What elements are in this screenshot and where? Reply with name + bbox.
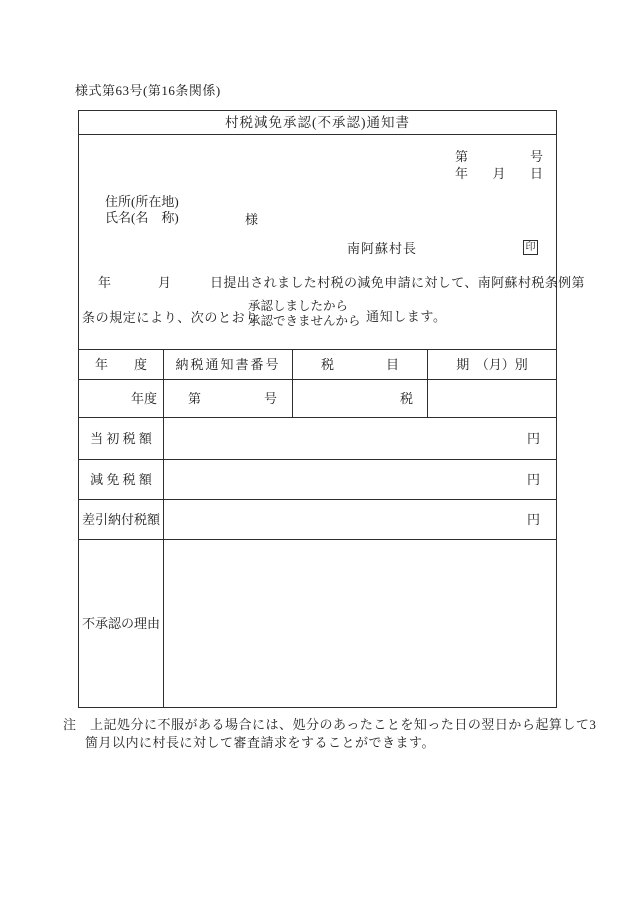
doc-no-prefix: 第: [455, 149, 469, 164]
document-number-line: [455, 150, 543, 163]
rejection-reason-row: [79, 540, 556, 707]
form-number: 様式第63号(第16条関係): [75, 83, 221, 98]
grid-header-row: [79, 350, 556, 380]
data-fiscal-year-cell: 年度: [79, 380, 164, 417]
body-paragraph-line1: [98, 275, 585, 290]
grid-data-row: [79, 380, 556, 418]
reduced-tax-amount-label: 減 免 税 額: [79, 460, 164, 499]
net-payable-amount-row: [79, 500, 556, 540]
rejection-reason-label: 不承認の理由: [79, 540, 164, 707]
footer-note-line1: 注 上記処分に不服がある場合には、処分のあったことを知った日の翌日から起算して3: [63, 717, 597, 732]
initial-tax-amount-label: 当 初 税 額: [79, 418, 164, 459]
notice-no-prefix: 第: [188, 391, 202, 406]
doc-no-suffix: 号: [529, 149, 543, 164]
form-grid: [79, 350, 556, 707]
notice-no-suffix: 号: [263, 391, 277, 406]
header-period: 期 （月）別: [456, 357, 528, 372]
notification-form-table: [78, 110, 585, 708]
body-line2-suffix: 通知します。: [366, 309, 447, 324]
data-notice-number-cell: [164, 380, 293, 417]
data-period-cell: [428, 380, 556, 417]
option-rejected: 承認できませんから: [248, 314, 361, 328]
date-line: [455, 167, 543, 180]
reduced-tax-amount-row: [79, 460, 556, 500]
submit-month-label: 月: [158, 275, 172, 290]
date-year-label: 年: [455, 166, 469, 181]
form-body-cell: [79, 135, 585, 350]
initial-tax-amount-row: [79, 418, 556, 460]
seal-box: [523, 240, 538, 255]
address-label: 住所(所在地): [105, 194, 179, 209]
name-label: 氏名(名 称): [105, 210, 179, 225]
date-month-label: 月: [492, 166, 506, 181]
seal-label: 印: [525, 241, 536, 253]
submit-year-label: 年: [98, 275, 112, 290]
approval-options: [248, 299, 361, 329]
initial-tax-amount-value: 円: [526, 431, 540, 446]
form-title: 村税減免承認(不承認)通知書: [79, 111, 556, 135]
rejection-reason-field: [164, 540, 556, 707]
data-tax-item-cell: 税: [293, 380, 428, 417]
header-notice-number: 納税通知書番号: [164, 350, 293, 379]
footer-note-line2: 箇月以内に村長に対して審査請求をすることができます。: [85, 735, 435, 750]
net-payable-amount-value: 円: [526, 512, 540, 527]
header-tax-item: 税 目: [293, 350, 428, 379]
body-line2-prefix: 条の規定により、次のとおり: [82, 310, 259, 325]
honorific-label: 様: [245, 212, 259, 227]
date-day-label: 日: [529, 166, 543, 181]
header-fiscal-year: 年 度: [79, 350, 164, 379]
net-payable-amount-label: 差引納付税額: [79, 500, 164, 539]
mayor-title: 南阿蘇村長: [347, 241, 418, 256]
body-line1-text: 日提出されました村税の減免申請に対して、南阿蘇村税条例第: [210, 275, 585, 290]
option-approved: 承認しましたから: [248, 299, 349, 313]
reduced-tax-amount-value: 円: [526, 472, 540, 487]
